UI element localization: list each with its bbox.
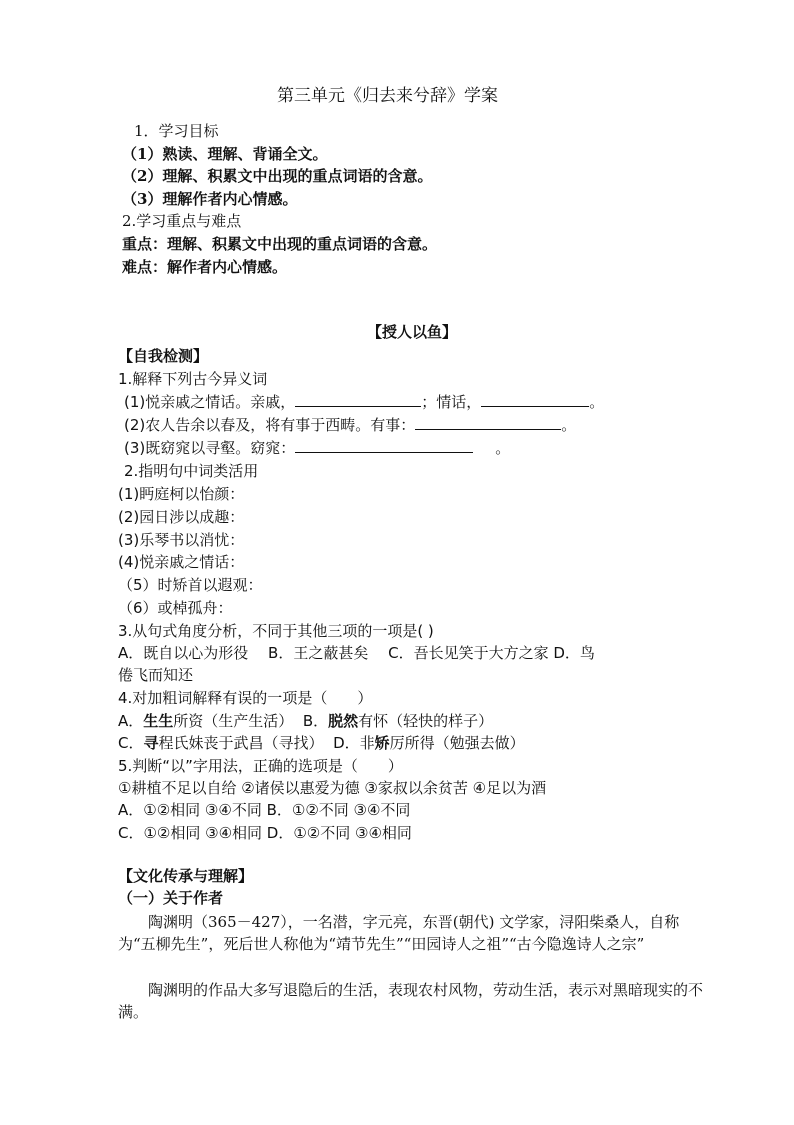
q2-heading: 2.指明句中词类活用	[124, 462, 259, 480]
q4-option-c-bold: 寻	[143, 734, 159, 752]
q4-option-c-text: 程氏妹丧于武昌（寻找）	[158, 734, 324, 752]
page-title: 第三单元《归去来兮辞》学案	[277, 86, 498, 106]
q1-line2-text-a: (2)农人告余以春及，将有事于西畴。有事：	[124, 416, 416, 434]
q4-option-d-bold: 矫	[374, 734, 390, 752]
q4-option-a-text: 所资（生产生活）	[173, 712, 294, 730]
q1-line3	[124, 438, 510, 458]
q2-item: (4)悦亲戚之情话：	[118, 553, 245, 571]
objective-item: （1）熟读、理解、背诵全文。	[122, 145, 328, 163]
author-paragraph: 陶渊明（365－427），一名潜，字元亮，东晋(朝代) 文学家，浔阳柴桑人，自称为“五柳先生”，死后世人称他为“靖节先生”“田园诗人之祖”“古今隐逸诗人之宗”	[118, 913, 680, 953]
q4-option-a-bold: 生生	[143, 712, 174, 730]
culture-title: 【文化传承与理解】	[118, 867, 254, 885]
q1-line2-text-b: 。	[561, 416, 577, 434]
section-title: 【授人以鱼】	[367, 323, 458, 341]
q4-option-c-prefix: C．	[118, 734, 144, 752]
keypoints-difficulty: 难点：解作者内心情感。	[122, 258, 288, 276]
q2-item: (3)乐琴书以消忧：	[118, 531, 245, 549]
q4-options-line1	[118, 711, 493, 731]
q1-line3-text-b: 。	[495, 439, 511, 457]
q4-option-b-prefix: B．	[302, 712, 329, 730]
q1-line3-text-a: (3)既窈窕以寻壑。窈窕：	[124, 439, 296, 457]
q1-line1-text-b: ；情话，	[421, 393, 482, 411]
q1-line2	[124, 415, 576, 435]
q5-options-line2: C．①②相同 ③④相同 D．①②不同 ③④相同	[118, 824, 412, 842]
q3-heading: 3.从句式角度分析，不同于其他三项的一项是( )	[118, 622, 434, 640]
q3-options-line1: A．既自以心为形役 B．王之蔽甚矣 C．吾长见笑于大方之家 D．鸟	[118, 644, 595, 662]
answer-blank[interactable]	[295, 392, 421, 407]
q2-item: （5）时矫首以遐观：	[118, 576, 263, 594]
q2-item: (1)眄庭柯以怡颜：	[118, 485, 245, 503]
q4-option-b-text: 有怀（轻快的样子）	[358, 712, 494, 730]
objective-item: （2）理解、积累文中出现的重点词语的含意。	[122, 167, 433, 185]
q4-option-d-text: 厉所得（勉强去做）	[389, 734, 525, 752]
q4-option-a-prefix: A．	[118, 712, 144, 730]
q2-item: (2)园日涉以成趣：	[118, 508, 245, 526]
selfcheck-title: 【自我检测】	[118, 347, 209, 365]
objectives-heading: 1．学习目标	[134, 122, 219, 140]
q3-options-line2: 倦飞而知还	[118, 666, 194, 684]
q4-options-line2	[118, 733, 525, 753]
q5-options-line1: A．①②相同 ③④不同 B．①②不同 ③④不同	[118, 801, 411, 819]
author-heading: （一）关于作者	[118, 889, 224, 907]
q5-items: ①耕植不足以自给 ②诸侯以惠爱为德 ③家叔以余贫苦 ④足以为酒	[118, 779, 547, 797]
q1-line1	[124, 392, 604, 412]
q2-item: （6）或棹孤舟：	[118, 599, 233, 617]
q5-heading: 5.判断“以”字用法，正确的选项是（ ）	[118, 757, 403, 775]
answer-blank[interactable]	[481, 392, 589, 407]
answer-blank[interactable]	[295, 438, 473, 453]
q1-line1-text-a: (1)悦亲戚之情话。亲戚，	[124, 393, 296, 411]
author-paragraph: 陶渊明的作品大多写退隐后的生活，表现农村风物，劳动生活，表示对黑暗现实的不满。	[118, 981, 704, 1021]
keypoints-focus: 重点：理解、积累文中出现的重点词语的含意。	[122, 235, 438, 253]
q4-option-d-prefix: D．非	[333, 734, 375, 752]
answer-blank[interactable]	[415, 415, 561, 430]
q4-heading: 4.对加粗词解释有误的一项是（ ）	[118, 689, 373, 707]
keypoints-heading: 2.学习重点与难点	[122, 212, 242, 230]
q4-option-b-bold: 脱然	[328, 712, 359, 730]
q1-line1-text-c: 。	[589, 393, 605, 411]
objective-item: （3）理解作者内心情感。	[122, 190, 298, 208]
q1-heading: 1.解释下列古今异义词	[118, 370, 268, 388]
